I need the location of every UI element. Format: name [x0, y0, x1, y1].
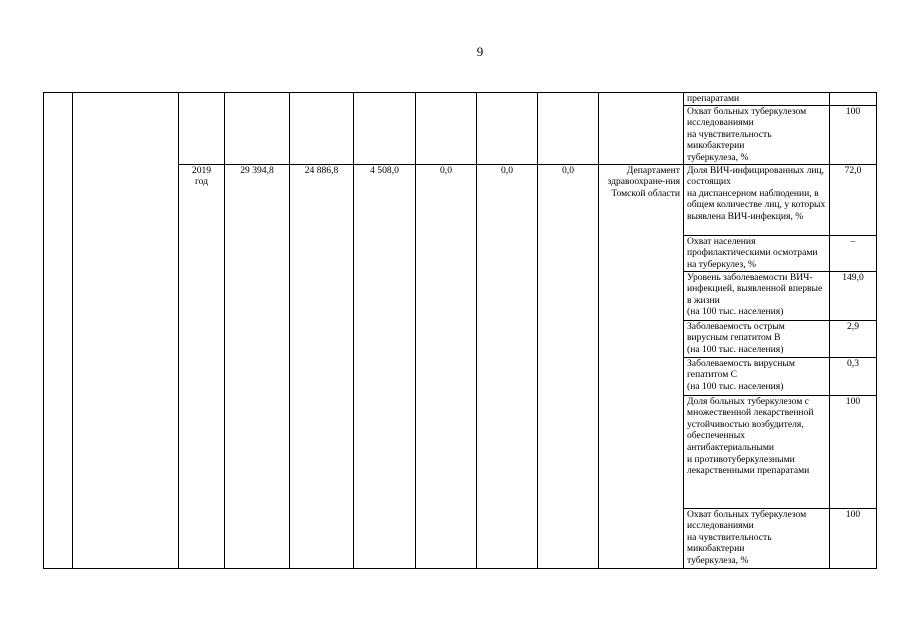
- program-table: [43, 92, 877, 569]
- number-cell: [44, 93, 73, 569]
- task-name-cell: [73, 93, 179, 569]
- indicator-value: [830, 357, 877, 395]
- indicator-label: Охват населения профилактическими осмотрами на туберкулез, %: [687, 235, 818, 270]
- indicator-value: [830, 271, 877, 320]
- indicator-value: [830, 235, 877, 271]
- indicator-text: [684, 105, 830, 164]
- indicator-label: препаратами: [687, 93, 740, 104]
- indicator-label: Охват больных туберкулезом исследованиями на чувствительность микобактерии туберкулеза, %: [687, 508, 807, 566]
- indicator-value: [830, 320, 877, 357]
- indicator-value: [830, 164, 877, 235]
- indicator-value-text: 149,0: [842, 271, 864, 283]
- indicator-value-text: 72,0: [844, 164, 862, 176]
- indicator-text: [684, 235, 830, 271]
- local-cell: [416, 164, 477, 568]
- indicator-text: [684, 320, 830, 357]
- indicator-label: Уровень заболеваемости ВИЧ-инфекцией, выявленной впервые в жизни (на 100 тыс. населения): [687, 271, 823, 318]
- indicator-label: Охват больных туберкулезом исследованиями на чувствительность микобактерии туберкулеза, %: [687, 105, 807, 163]
- table-row: [44, 93, 877, 106]
- indicator-text: [684, 271, 830, 320]
- indicator-value-text: 100: [845, 395, 861, 407]
- total-value: 29 394,8: [240, 164, 274, 176]
- regional-value: 4 508,0: [370, 164, 399, 176]
- regional-cell-prev: [354, 93, 416, 165]
- regional-cell: [354, 164, 416, 568]
- page-number: 9: [476, 44, 484, 59]
- indicator-value: [830, 105, 877, 164]
- indicator-value-text: 100: [845, 105, 861, 117]
- local-value: 0,0: [440, 164, 452, 176]
- indicator-text: [684, 164, 830, 235]
- other-cell-prev: [538, 93, 599, 165]
- other-value: 0,0: [562, 164, 574, 176]
- extra-cell: [477, 164, 538, 568]
- other-cell: [538, 164, 599, 568]
- indicator-label: Заболеваемость вирусным гепатитом С (на 100 тыс. населения): [687, 357, 795, 392]
- extra-value: 0,0: [501, 164, 513, 176]
- federal-value: 24 886,8: [304, 164, 339, 176]
- year-cell-prev: [179, 93, 225, 165]
- total-cell-prev: [225, 93, 290, 165]
- department-cell: [599, 164, 684, 568]
- indicator-value-text: 0,3: [847, 357, 859, 369]
- federal-cell: [290, 164, 354, 568]
- indicator-text: [684, 508, 830, 568]
- indicator-label: Заболеваемость острым вирусным гепатитом В (на 100 тыс. населения): [687, 320, 785, 355]
- indicator-value-text: –: [850, 235, 856, 247]
- department-cell-prev: [599, 93, 684, 165]
- indicator-value: [830, 395, 877, 508]
- year-cell: [179, 164, 225, 568]
- total-cell: [225, 164, 290, 568]
- indicator-value-text: 100: [845, 508, 861, 520]
- indicator-text: [684, 357, 830, 395]
- local-cell-prev: [416, 93, 477, 165]
- federal-cell-prev: [290, 93, 354, 165]
- indicator-text: [684, 93, 830, 106]
- year-label: 2019 год: [191, 164, 212, 188]
- extra-cell-prev: [477, 93, 538, 165]
- indicator-value: [830, 508, 877, 568]
- indicator-value: [830, 93, 877, 106]
- indicator-label: Доля ВИЧ-инфицированных лиц, состоящих на диспансерном наблюдении, в общем количестве лиц, у которых выявлена ВИЧ-инфекция, %: [687, 164, 826, 222]
- department-label: Департамент здравоохране-ния Томской области: [607, 164, 680, 199]
- indicator-value-text: 2,9: [847, 320, 859, 332]
- indicator-text: [684, 395, 830, 508]
- indicator-label: Доля больных туберкулезом с множественной лекарственной устойчивостью возбудителя, обеспеченных антибактериальными и противотуберкулезными лекарственными препаратами: [687, 395, 814, 477]
